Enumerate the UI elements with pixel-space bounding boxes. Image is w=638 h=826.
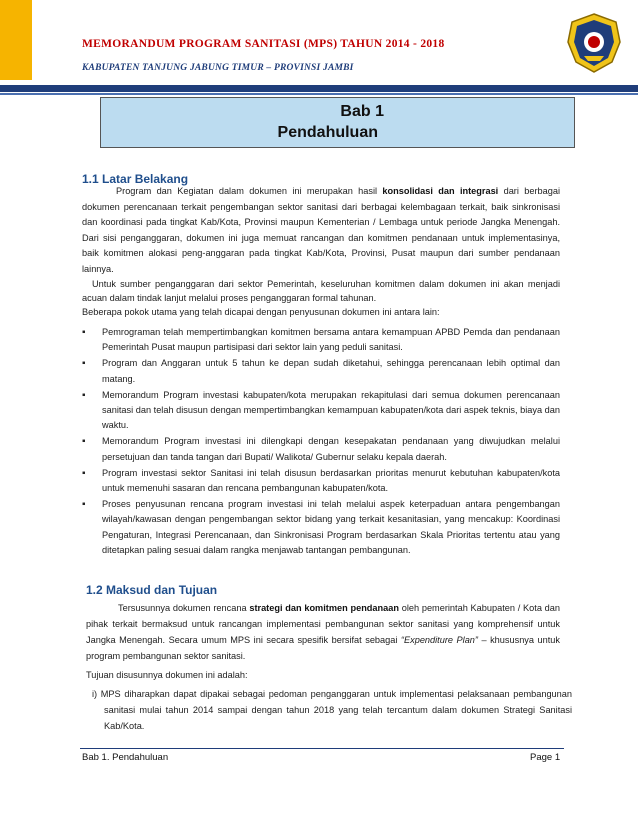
chapter-number: Bab 1 <box>340 103 384 120</box>
list-item: ▪ Program investasi sektor Sanitasi ini telah disusun berdasarkan prioritas menurut kebutuhan kabupaten/kota untuk memenuhi sasaran dan rencana pembangunan kabupaten/kota. <box>82 466 560 496</box>
tujuan-item-i: i) MPS diharapkan dapat dipakai sebagai pedoman penganggaran untuk implementasi pelaksanaan pembangunan sanitasi mulai tahun 2014 sampai dengan tahun 2018 yang telah tercantum dalam dokumen Strategi Sanitasi Kab/Kota. <box>92 689 572 731</box>
paragraph-latar-belakang <box>82 184 560 277</box>
chapter-name: Pendahuluan <box>277 124 378 141</box>
achievement-list <box>82 325 560 559</box>
regency-emblem-icon <box>564 12 624 74</box>
text: Program dan Kegiatan dalam dokumen ini merupakan hasil <box>116 186 383 196</box>
footer-rule <box>80 748 564 749</box>
paragraph-maksud <box>86 600 560 664</box>
emphasis-text: konsolidasi dan integrasi <box>382 186 499 196</box>
text: Tersusunnya dokumen rencana <box>118 603 250 613</box>
list-item: ▪ Pemrograman telah mempertimbangkan komitmen bersama antara kemampuan APBD Pemda dan pendanaan Pemerintah Pusat maupun partisipasi dari sektor lain yang peduli sanitasi. <box>82 325 560 355</box>
list-item: ▪ Memorandum Program investasi ini dilengkapi dengan kesepakatan pendanaan yang diwujudkan melalui persetujuan dan tanda tangan dari Bupati/ Walikota/ Gubernur selaku kepala daerah. <box>82 434 560 464</box>
paragraph-pokok-utama: Beberapa pokok utama yang telah dicapai dengan penyusunan dokumen ini antara lain: <box>82 307 440 317</box>
header-accent-bar <box>0 0 32 80</box>
paragraph-tujuan: Tujuan disusunnya dokumen ini adalah: <box>86 670 248 680</box>
list-item: ▪ Program dan Anggaran untuk 5 tahun ke depan sudah diketahui, sehingga perencanaan lebih optimal dan matang. <box>82 356 560 386</box>
list-item: ▪ Memorandum Program investasi kabupaten/kota merupakan rekapitulasi dari semua dokumen perencanaan sanitasi dan telah disusun dengan mempertimbangkan kemampuan kabupaten/kota dari aspek teknis, biaya dan waktu. <box>82 388 560 434</box>
list-item: ▪ Proses penyusunan rencana program investasi ini telah melalui aspek keterpaduan antara pengembangan wilayah/kawasan dengan pengembangan sektor bidang yang terkait kesanitasian, yang mencakup: Koordinasi Pengaturan, Integrasi Perencanaan, dan Sinkronisasi Program berdasarkan Skala Prioritas tertentu atau yang ditetapkan paling sesuai dalam rangka menjawab tantangan pembangunan. <box>82 497 560 558</box>
section-heading-latar-belakang: 1.1 Latar Belakang <box>82 172 189 186</box>
header-rule-thin <box>0 93 638 95</box>
footer-chapter-label: Bab 1. Pendahuluan <box>82 752 169 763</box>
paragraph-sumber-penganggaran: Untuk sumber penganggaran dari sektor Pemerintah, keseluruhan komitmen dalam dokumen ini akan menjadi acuan dalam tindak lanjut melalui proses penganggaran formal tahunan. <box>82 279 560 303</box>
italic-text: “Expenditure Plan” <box>400 635 478 645</box>
document-subtitle: KABUPATEN TANJUNG JABUNG TIMUR – PROVINSI JAMBI <box>82 63 354 73</box>
text: dari berbagai dokumen perencanaan terkait pengembangan sektor sanitasi dari berbagai kelembagaan terkait, baik sinkronisasi dan koordinasi pada tingkat Kab/Kota, Provinsi maupun Kementerian / Lembaga untuk periode Jangka Menengah. Dari sisi penganggaran, dokumen ini juga memuat rancangan dan komitmen pendanaan untuk implementasinya, baik komitmen alokasi peng-anggaran pada tingkat Kab/Kota, Provinsi, Pusat maupun dari sumber pendanaan lainnya. <box>82 186 561 274</box>
section-heading-maksud-tujuan: 1.2 Maksud dan Tujuan <box>86 583 218 597</box>
footer-page-number: Page 1 <box>530 752 561 763</box>
text: oleh pemerintah Kabupaten / Kota dan pihak terkait bermaksud untuk rancangan implementasi pembangunan sektor sanitasi yang komprehensif untuk Jangka Menengah. Secara umum MPS ini secara spesifik bersifat sebagai <box>86 603 561 645</box>
chapter-title-box <box>100 97 575 148</box>
emphasis-text: strategi dan komitmen pendanaan <box>249 603 399 613</box>
document-title: MEMORANDUM PROGRAM SANITASI (MPS) TAHUN 2014 - 2018 <box>82 38 445 50</box>
text: – khususnya untuk program pembangunan sektor sanitasi. <box>86 635 560 661</box>
header-rule <box>0 85 638 92</box>
